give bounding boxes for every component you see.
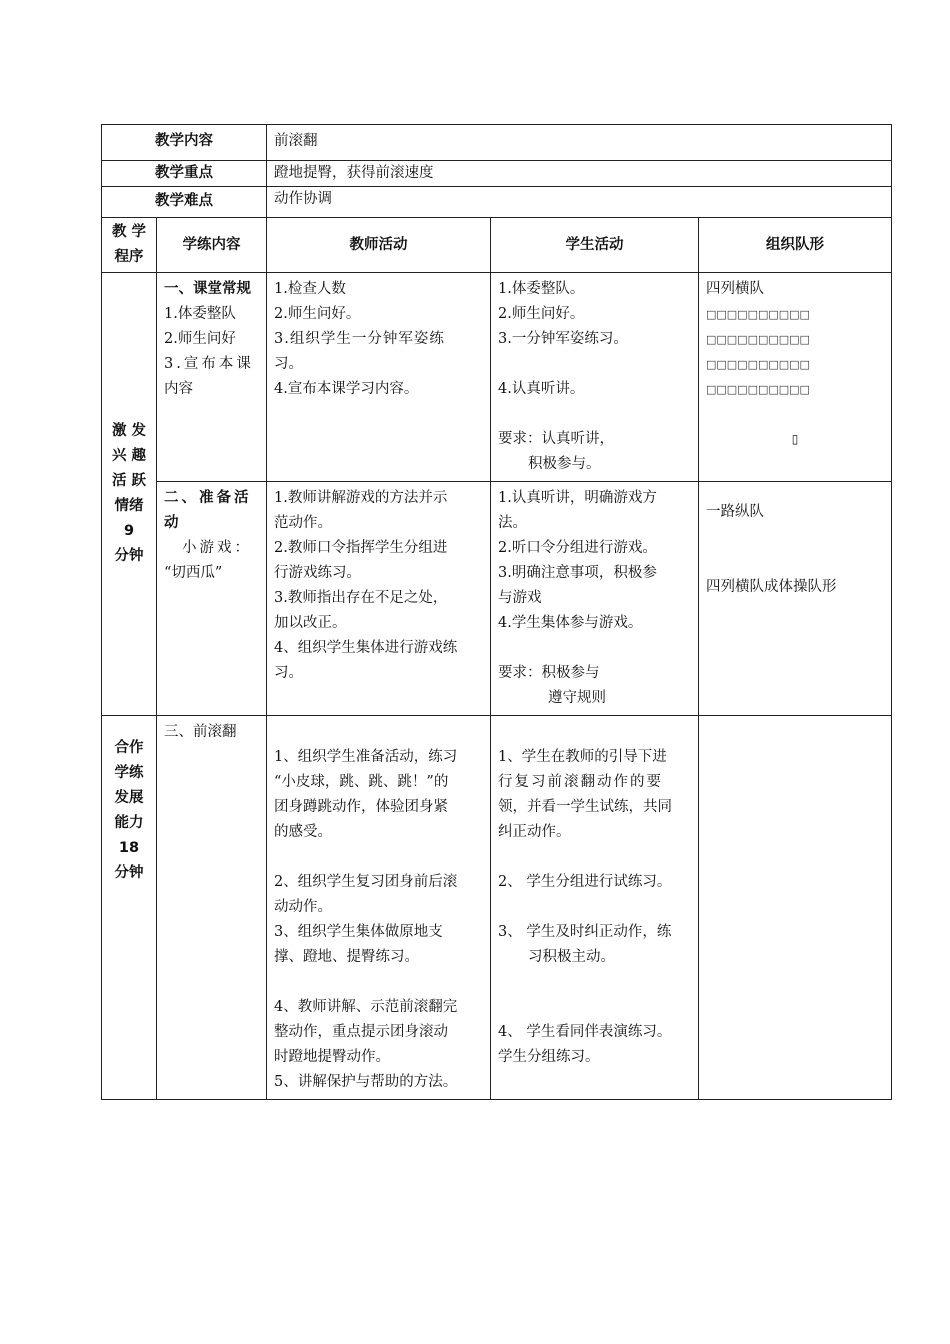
- practice-line: “切西瓜”: [164, 565, 223, 581]
- practice-line: 三、前滚翻: [164, 724, 237, 740]
- lesson-plan-table: [101, 124, 892, 1100]
- teacher-line: 5、讲解保护与帮助的方法。: [274, 1074, 458, 1090]
- student-line: 4.学生集体参与游戏。: [498, 615, 643, 631]
- teacher-line: [274, 720, 483, 745]
- student-line: 要求：认真听讲，: [498, 431, 614, 447]
- phase2-student: [491, 716, 699, 1100]
- student-line: 3.一分钟军姿练习。: [498, 331, 628, 347]
- teacher-line: 团身蹲跳动作，体验团身紧: [274, 799, 448, 815]
- formation-line: 四列横队成体操队形: [706, 579, 837, 595]
- student-line: 2.师生问好。: [498, 306, 585, 322]
- practice-line: 1.体委整队: [164, 306, 236, 322]
- key-point-value: 蹬地提臀，获得前滚速度: [267, 161, 892, 187]
- formation-row: □□□□□□□□□□: [706, 333, 810, 346]
- student-line: 法。: [498, 515, 527, 531]
- student-line: 习积极主动。: [528, 949, 615, 965]
- key-point-row: [102, 161, 892, 187]
- teacher-line: 3.组织学生一分钟军姿练: [274, 331, 445, 347]
- student-line: [498, 970, 691, 995]
- student-line: 行复习前滚翻动作的要: [498, 774, 663, 790]
- teacher-line: 的感受。: [274, 824, 332, 840]
- phase1-label: 激 发 兴 趣 活 跃 情绪 9 分钟: [102, 273, 157, 716]
- phase2-teacher: [267, 716, 491, 1100]
- teacher-line: 1、组织学生准备活动，练习: [274, 749, 458, 765]
- teacher-line: 2、组织学生复习团身前后滚: [274, 874, 458, 890]
- teacher-line: [274, 845, 483, 870]
- formation-row: □□□□□□□□□□: [706, 308, 810, 321]
- phase2-row: [102, 716, 892, 1100]
- student-line: 1.认真听讲，明确游戏方: [498, 490, 657, 506]
- phase1-s1-student: [491, 273, 699, 482]
- column-header-row: [102, 218, 892, 273]
- practice-line: 3.宣布本课: [164, 356, 254, 372]
- teacher-line: 2.教师口令指挥学生分组进: [274, 540, 448, 556]
- formation-line: 一路纵队: [706, 504, 764, 520]
- student-line: 积极参与。: [528, 456, 601, 472]
- student-line: 学生分组练习。: [498, 1049, 600, 1065]
- teacher-line: 习。: [274, 665, 303, 681]
- student-line: [498, 352, 691, 377]
- formation-row: □□□□□□□□□□: [706, 358, 810, 371]
- student-line: 要求：积极参与: [498, 665, 600, 681]
- formation-line: [706, 525, 884, 550]
- difficulty-row: [102, 187, 892, 218]
- content-label: 教学内容: [102, 125, 267, 161]
- formation-title: 四列横队: [706, 281, 764, 297]
- phase1-section1-row: [102, 273, 892, 482]
- teacher-line: 2.师生问好。: [274, 306, 361, 322]
- teacher-line: 4、教师讲解、示范前滚翻完: [274, 999, 458, 1015]
- phase1-s2-student: [491, 482, 699, 716]
- content-row: [102, 125, 892, 161]
- practice-line: 内容: [164, 381, 193, 397]
- phase1-s2-practice: [157, 482, 267, 716]
- phase1-s2-teacher: [267, 482, 491, 716]
- teacher-line: 4.宣布本课学习内容。: [274, 381, 419, 397]
- student-line: 与游戏: [498, 590, 542, 606]
- student-line: 4、 学生看同伴表演练习。: [498, 1024, 672, 1040]
- student-line: [498, 845, 691, 870]
- teacher-line: 整动作，重点提示团身滚动: [274, 1024, 448, 1040]
- teacher-line: 3.教师指出存在不足之处，: [274, 590, 448, 606]
- teacher-line: 撑、蹬地、提臀练习。: [274, 949, 419, 965]
- teacher-line: 时蹬地提臀动作。: [274, 1049, 390, 1065]
- student-line: 4.认真听讲。: [498, 381, 585, 397]
- teacher-line: 行游戏练习。: [274, 565, 361, 581]
- student-line: [498, 720, 691, 745]
- teacher-line: 加以改正。: [274, 615, 347, 631]
- content-value: 前滚翻: [267, 125, 892, 161]
- key-point-label: 教学重点: [102, 161, 267, 187]
- col-procedure: 教 学 程序: [102, 218, 157, 273]
- difficulty-label: 教学难点: [102, 187, 267, 218]
- student-line: 遵守规则: [548, 690, 606, 706]
- col-practice: 学练内容: [157, 218, 267, 273]
- phase2-formation: [699, 716, 892, 1100]
- phase2-practice: [157, 716, 267, 1100]
- student-line: [498, 995, 691, 1020]
- formation-row: □□□□□□□□□□: [706, 383, 810, 396]
- student-line: 1、学生在教师的引导下进: [498, 749, 667, 765]
- student-line: 3.明确注意事项，积极参: [498, 565, 657, 581]
- phase2-label: 合作 学练 发展 能力 18 分钟: [102, 716, 157, 1100]
- teacher-line: 习。: [274, 356, 303, 372]
- student-line: 2.听口令分组进行游戏。: [498, 540, 657, 556]
- teacher-line: “小皮球，跳、跳、跳！”的: [274, 774, 449, 790]
- formation-line: [706, 550, 884, 575]
- student-line: 3、 学生及时纠正动作，练: [498, 924, 672, 940]
- practice-line: 动: [164, 515, 179, 531]
- difficulty-value: 动作协调: [267, 187, 892, 218]
- practice-line: 二、准备活: [164, 490, 252, 506]
- col-student: 学生活动: [491, 218, 699, 273]
- practice-line: 一、课堂常规: [164, 281, 251, 297]
- student-line: 纠正动作。: [498, 824, 571, 840]
- student-line: 领，并看一学生试练，共同: [498, 799, 672, 815]
- col-formation: 组织队形: [699, 218, 892, 273]
- teacher-line: 4、组织学生集体进行游戏练: [274, 640, 458, 656]
- teacher-position-icon: ▯: [791, 432, 799, 446]
- teacher-line: 动动作。: [274, 899, 332, 915]
- student-line: [498, 636, 691, 661]
- student-line: [498, 402, 691, 427]
- col-teacher: 教师活动: [267, 218, 491, 273]
- phase1-section2-row: [102, 482, 892, 716]
- teacher-line: 1.检查人数: [274, 281, 346, 297]
- student-line: 1.体委整队。: [498, 281, 585, 297]
- teacher-line: [274, 970, 483, 995]
- teacher-line: 1.教师讲解游戏的方法并示: [274, 490, 448, 506]
- practice-line: 小游戏：: [182, 540, 252, 556]
- phase1-s1-teacher: [267, 273, 491, 482]
- student-line: [498, 895, 691, 920]
- teacher-line: 范动作。: [274, 515, 332, 531]
- phase1-s2-formation: [699, 482, 892, 716]
- phase1-s1-formation: [699, 273, 892, 482]
- practice-line: 2.师生问好: [164, 331, 236, 347]
- student-line: 2、 学生分组进行试练习。: [498, 874, 672, 890]
- teacher-line: 3、组织学生集体做原地支: [274, 924, 443, 940]
- phase1-s1-practice: [157, 273, 267, 482]
